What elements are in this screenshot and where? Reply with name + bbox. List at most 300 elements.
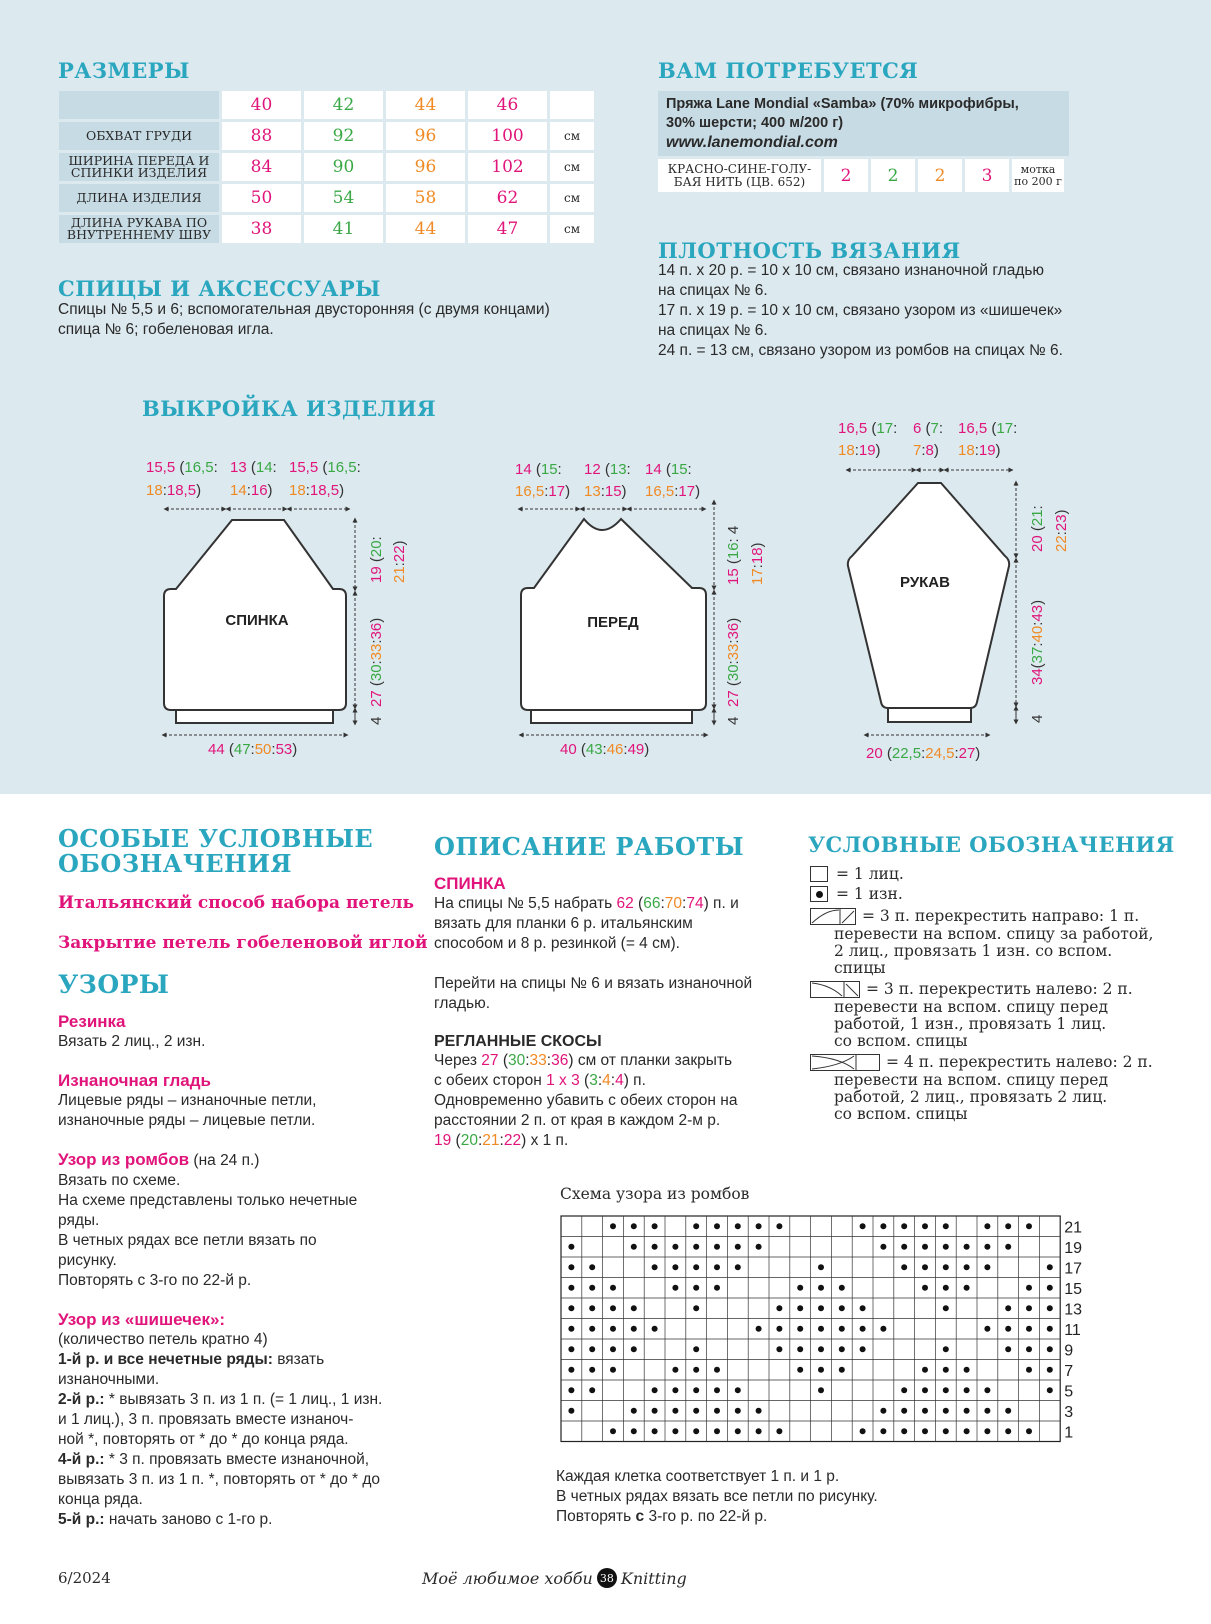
svg-text:15,5 (16,5:: 15,5 (16,5: xyxy=(289,459,361,476)
diamond-text: На схеме представлены только нечетные xyxy=(58,1192,358,1209)
purl-dot xyxy=(964,1408,970,1414)
purl-dot xyxy=(672,1387,678,1393)
purl-dot xyxy=(610,1367,616,1373)
purl-dot xyxy=(693,1387,699,1393)
purl-dot xyxy=(756,1326,762,1332)
purl-dot xyxy=(610,1346,616,1352)
purl-dot xyxy=(568,1244,574,1250)
row-text: ной *, повторять от * до * до конца ряда. xyxy=(58,1431,349,1448)
purl-dot xyxy=(943,1305,949,1311)
purl-dot xyxy=(797,1326,803,1332)
patterns-body xyxy=(58,1012,403,1530)
special-title: ОСОБЫЕ УСЛОВНЫЕ ОБОЗНАЧЕНИЯ xyxy=(58,824,374,878)
size-value: 33 xyxy=(529,1052,547,1069)
purl-dot xyxy=(652,1264,658,1270)
color-row xyxy=(658,159,1069,192)
purl-dot xyxy=(984,1408,990,1414)
size-value: 74 xyxy=(686,895,704,912)
front-label: ПЕРЕД xyxy=(587,614,639,631)
svg-text:15 (16: 4: 15 (16: 4 xyxy=(725,525,742,585)
purl-dot xyxy=(652,1326,658,1332)
text: Перейти на спицы № 6 и вязать изнаночной xyxy=(434,975,753,992)
purl-dot xyxy=(818,1367,824,1373)
purl-dot xyxy=(984,1428,990,1434)
svg-text:15,5 (16,5:: 15,5 (16,5: xyxy=(146,459,218,476)
text: расстоянии 2 п. от края в каждом 2-м р. xyxy=(434,1112,721,1129)
svg-text:40 (43:46:49): 40 (43:46:49) xyxy=(560,741,650,758)
purl-dot xyxy=(1047,1264,1053,1270)
svg-text:21:22): 21:22) xyxy=(391,540,408,583)
purl-dot xyxy=(943,1408,949,1414)
purl-dot xyxy=(652,1223,658,1229)
row-label: 5-й р.: xyxy=(58,1511,105,1528)
purl-dot xyxy=(589,1346,595,1352)
legend-text: перевести на вспом. спицу перед xyxy=(834,998,1108,1016)
gauge-line: 24 п. = 13 см, связано узором из ромбов на спицах № 6. xyxy=(658,342,1063,359)
unit: см xyxy=(550,184,594,212)
svg-text:34(37:40:43): 34(37:40:43) xyxy=(1029,599,1046,685)
purl-dot xyxy=(984,1223,990,1229)
purl-dot xyxy=(714,1428,720,1434)
purl-dot xyxy=(797,1346,803,1352)
special-item: Закрытие петель гобеленовой иглой xyxy=(58,933,428,953)
purl-dot xyxy=(693,1244,699,1250)
page-number: 38 xyxy=(597,1568,617,1588)
purl-dot xyxy=(631,1305,637,1311)
purl-dot xyxy=(1047,1346,1053,1352)
qty: 2 xyxy=(871,159,915,192)
svg-text:13 (14:: 13 (14: xyxy=(230,459,277,476)
schematic-title: ВЫКРОЙКА ИЗДЕЛИЯ xyxy=(142,396,437,421)
purl-dot xyxy=(631,1346,637,1352)
purl-dot xyxy=(943,1367,949,1373)
gauge-line: 17 п. х 19 р. = 10 х 10 см, связано узором из «шишечек» xyxy=(658,302,1063,319)
back-title: СПИНКА xyxy=(434,874,506,893)
text: п. и xyxy=(708,895,739,912)
purl-dot xyxy=(901,1223,907,1229)
chart-note: с xyxy=(635,1508,645,1525)
sizes-title: РАЗМЕРЫ xyxy=(58,58,190,83)
purl-dot xyxy=(1047,1326,1053,1332)
svg-text:18:19): 18:19) xyxy=(838,442,881,459)
cell: 50 xyxy=(222,184,301,212)
front-piece xyxy=(515,461,766,758)
svg-text:16,5:17): 16,5:17) xyxy=(515,483,571,500)
svg-text:14 (15:: 14 (15: xyxy=(515,461,562,478)
purl-dot xyxy=(776,1428,782,1434)
row-text: конца ряда. xyxy=(58,1491,143,1508)
svg-text:17:18): 17:18) xyxy=(749,542,766,585)
purl-dot xyxy=(714,1387,720,1393)
purl-dot xyxy=(756,1244,762,1250)
cell: 54 xyxy=(304,184,383,212)
size-value: 1 х 3 xyxy=(546,1072,580,1089)
row-label: ОБХВАТ ГРУДИ xyxy=(59,122,219,150)
purl-dot xyxy=(568,1285,574,1291)
magazine-name: Моё любимое хобби xyxy=(422,1568,593,1588)
purl-dot xyxy=(589,1387,595,1393)
legend-text: спицы xyxy=(834,959,886,977)
purl-dot xyxy=(901,1428,907,1434)
diamond-title: Узор из ромбов xyxy=(58,1150,190,1169)
purl-dot xyxy=(693,1264,699,1270)
purl-dot xyxy=(943,1346,949,1352)
size-value: 70 xyxy=(664,895,683,912)
svg-text:14 (15:: 14 (15: xyxy=(645,461,692,478)
purl-dot xyxy=(901,1408,907,1414)
row-number: 3 xyxy=(1064,1403,1074,1421)
qty: 2 xyxy=(918,159,962,192)
purl-dot xyxy=(964,1387,970,1393)
diamond-text: В четных рядах все петли вязать по xyxy=(58,1232,317,1249)
purl-dot xyxy=(672,1285,678,1291)
gauge-line: 14 п. х 20 р. = 10 х 10 см, связано изнаночной гладью xyxy=(658,262,1045,279)
size-value: 66 xyxy=(643,895,661,912)
rev-text: изнаночные ряды – лицевые петли. xyxy=(58,1112,316,1129)
purl-dot xyxy=(714,1367,720,1373)
purl-dot xyxy=(776,1326,782,1332)
purl-dot xyxy=(610,1428,616,1434)
size-value: 30 xyxy=(507,1052,526,1069)
purl-dot xyxy=(880,1326,886,1332)
purl-dot xyxy=(568,1305,574,1311)
svg-text:16,5 (17:: 16,5 (17: xyxy=(958,420,1018,437)
legend-text: = 3 п. перекрестить налево: 2 п. xyxy=(866,980,1133,998)
purl-dot xyxy=(610,1223,616,1229)
text: вязать для планки 6 р. итальянским xyxy=(434,915,693,932)
chart-note: В четных рядах вязать все петли по рисунку. xyxy=(556,1488,878,1505)
cell: 62 xyxy=(468,184,547,212)
svg-text:4: 4 xyxy=(1029,714,1046,723)
svg-text:14:16): 14:16) xyxy=(230,482,273,499)
yarn-line: 30% шерсти; 400 м/200 г) xyxy=(666,115,844,131)
gauge-line: на спицах № 6. xyxy=(658,282,768,299)
size-value: 4 xyxy=(602,1072,611,1089)
purl-dot xyxy=(589,1264,595,1270)
svg-text:19 (20:: 19 (20: xyxy=(368,536,385,583)
sizes-table xyxy=(56,88,597,246)
purl-dot xyxy=(922,1244,928,1250)
svg-text:22:23): 22:23) xyxy=(1053,509,1070,552)
cell: 88 xyxy=(222,122,301,150)
svg-text:12 (13:: 12 (13: xyxy=(584,461,631,478)
svg-text:27 (30:33:36): 27 (30:33:36) xyxy=(368,617,385,707)
purl-dot xyxy=(901,1244,907,1250)
purl-dot xyxy=(776,1346,782,1352)
purl-dot xyxy=(589,1367,595,1373)
sleeve-label: РУКАВ xyxy=(900,574,950,591)
purl-dot xyxy=(922,1264,928,1270)
purl-dot xyxy=(1026,1223,1032,1229)
cell: 44 xyxy=(386,215,465,243)
size-header: 44 xyxy=(386,91,465,119)
row-label: 2-й р.: xyxy=(58,1391,105,1408)
purl-dot xyxy=(1005,1408,1011,1414)
legend-text: перевести на вспом. спицу за работой, xyxy=(834,925,1154,943)
size-value: 22 xyxy=(503,1132,522,1149)
section-name: Knitting xyxy=(620,1568,687,1588)
purl-dot xyxy=(714,1264,720,1270)
size-value: 21 xyxy=(482,1132,500,1149)
purl-dot xyxy=(797,1367,803,1373)
cell: 47 xyxy=(468,215,547,243)
purl-dot xyxy=(797,1285,803,1291)
purl-dot xyxy=(693,1367,699,1373)
raglan-title: РЕГЛАННЫЕ СКОСЫ xyxy=(434,1033,602,1050)
text: х 1 п. xyxy=(526,1132,569,1149)
purl-dot xyxy=(922,1387,928,1393)
purl-dot xyxy=(652,1244,658,1250)
purl-dot xyxy=(1026,1326,1032,1332)
purl-dot xyxy=(568,1367,574,1373)
diamond-text: рисунку. xyxy=(58,1252,117,1269)
gauge-line: на спицах № 6. xyxy=(658,322,768,339)
purl-dot xyxy=(610,1305,616,1311)
yarn-info xyxy=(658,91,1069,156)
row-text: * вывязать 3 п. из 1 п. (= 1 лиц., 1 изн. xyxy=(104,1391,383,1408)
needles-text: Спицы № 5,5 и 6; вспомогательная двусторонняя (с двумя концами) спица № 6; гобеленовая игла. xyxy=(58,301,550,338)
row-number: 7 xyxy=(1064,1362,1074,1380)
row-text: вывязать 3 п. из 1 п. *, повторять от * до * до xyxy=(58,1471,381,1488)
purl-dot xyxy=(1005,1346,1011,1352)
row-number: 11 xyxy=(1064,1321,1081,1339)
size-value: 19 xyxy=(434,1132,452,1149)
purl-dot xyxy=(943,1223,949,1229)
text: способом и 8 р. резинкой (= 4 см). xyxy=(434,935,680,952)
size-value: 4 xyxy=(615,1072,624,1089)
cell: 100 xyxy=(468,122,547,150)
purl-dot xyxy=(672,1408,678,1414)
purl-dot xyxy=(943,1428,949,1434)
purl-dot xyxy=(693,1305,699,1311)
purl-dot xyxy=(1005,1244,1011,1250)
purl-dot xyxy=(735,1428,741,1434)
purl-dot xyxy=(818,1285,824,1291)
work-body: СПИНКА На спицы № 5,5 набрать 62 (66:70:74) п. и вязать для планки 6 р. итальянским способом и 8 р. резинкой (= 4 см). Перейти на спицы № 6 и вязать изнаночной гладью. РЕГЛАННЫЕ СКОСЫ Через 27 (30:33:36) см от планки закрыть с обеих сторон 1 х 3 (3:4:4) п. Одновременно убавить с обеих сторон на расстоянии 2 п. от края в каждом 2-м р. 19 (20:21:22) х 1 п. xyxy=(434,874,794,1151)
svg-text:16,5:17): 16,5:17) xyxy=(645,483,701,500)
purl-dot xyxy=(1005,1326,1011,1332)
rev-text: Лицевые ряды – изнаночные петли, xyxy=(58,1092,317,1109)
purl-dot xyxy=(714,1244,720,1250)
purl-dot xyxy=(735,1223,741,1229)
cell: 90 xyxy=(304,153,383,181)
row-text: и 1 лиц.), 3 п. провязать вместе изнаноч- xyxy=(58,1411,354,1428)
purl-dot xyxy=(880,1223,886,1229)
back-label: СПИНКА xyxy=(225,612,289,629)
purl-dot xyxy=(922,1408,928,1414)
purl-dot xyxy=(901,1264,907,1270)
row-text: начать заново с 1-го р. xyxy=(104,1511,273,1528)
purl-dot xyxy=(797,1305,803,1311)
unit: см xyxy=(550,122,594,150)
row-number: 21 xyxy=(1064,1219,1082,1237)
size-value: 62 xyxy=(616,895,634,912)
row-label: ДЛИНА РУКАВА ПО ВНУТРЕННЕМУ ШВУ xyxy=(59,215,219,243)
row-number: 1 xyxy=(1064,1424,1074,1442)
size-value: 20 xyxy=(460,1132,478,1149)
row-text: * 3 п. провязать вместе изнаночной, xyxy=(104,1451,370,1468)
purl-dot xyxy=(672,1244,678,1250)
svg-text:13:15): 13:15) xyxy=(584,483,627,500)
purl-dot xyxy=(984,1387,990,1393)
text: Через xyxy=(434,1052,482,1069)
row-label: ШИРИНА ПЕРЕДА И СПИНКИ ИЗДЕЛИЯ xyxy=(59,153,219,181)
purl-dot xyxy=(631,1244,637,1250)
svg-text:20 (21:: 20 (21: xyxy=(1029,505,1046,552)
special-item: Итальянский способ набора петель xyxy=(58,893,415,913)
purl-dot xyxy=(860,1326,866,1332)
knit-icon xyxy=(810,866,828,882)
purl-dot xyxy=(693,1428,699,1434)
purl-dot xyxy=(631,1408,637,1414)
needles-title: СПИЦЫ И АКСЕССУАРЫ xyxy=(58,276,381,301)
purl-dot xyxy=(1026,1305,1032,1311)
purl-dot xyxy=(693,1408,699,1414)
qty: 3 xyxy=(965,159,1009,192)
svg-text:27 (30:33:36): 27 (30:33:36) xyxy=(725,617,742,707)
qty-unit: мотка по 200 г xyxy=(1012,159,1064,192)
diamond-text: Вязать по схеме. xyxy=(58,1172,181,1189)
chart-note: 3-го р. по 22-й р. xyxy=(644,1508,768,1525)
text: с обеих сторон xyxy=(434,1072,547,1089)
purl-dot xyxy=(964,1285,970,1291)
text: п. xyxy=(628,1072,646,1089)
purl-dot xyxy=(672,1367,678,1373)
legend-text: со вспом. спицы xyxy=(834,1105,968,1123)
purl-dot xyxy=(610,1285,616,1291)
row-label: 4-й р.: xyxy=(58,1451,105,1468)
row-label: ДЛИНА ИЗДЕЛИЯ xyxy=(59,184,219,212)
gauge-title: ПЛОТНОСТЬ ВЯЗАНИЯ xyxy=(658,238,961,263)
svg-text:18:18,5): 18:18,5) xyxy=(289,482,345,499)
chart-grid xyxy=(560,1215,1090,1450)
size-value: 27 xyxy=(481,1052,499,1069)
legend-text: = 4 п. перекрестить налево: 2 п. xyxy=(886,1053,1153,1071)
purl-dot xyxy=(652,1428,658,1434)
purl-dot xyxy=(839,1305,845,1311)
svg-text:7:8): 7:8) xyxy=(913,442,939,459)
bobble-note: (количество петель кратно 4) xyxy=(58,1331,268,1348)
purl-dot xyxy=(964,1244,970,1250)
legend-text: = 1 лиц. xyxy=(836,864,904,883)
purl-dot xyxy=(568,1326,574,1332)
gauge-text xyxy=(658,261,1158,361)
purl-dot xyxy=(652,1408,658,1414)
purl-dot xyxy=(568,1387,574,1393)
color-label: КРАСНО-СИНЕ-ГОЛУ-БАЯ НИТЬ (ЦВ. 652) xyxy=(658,159,821,192)
purl-dot xyxy=(943,1285,949,1291)
svg-text:18:19): 18:19) xyxy=(958,442,1001,459)
size-header: 40 xyxy=(222,91,301,119)
text: На спицы № 5,5 набрать xyxy=(434,895,617,912)
cell: 96 xyxy=(386,122,465,150)
purl-dot xyxy=(839,1367,845,1373)
purl-dot xyxy=(589,1285,595,1291)
diamond-text: Повторять с 3-го по 22-й р. xyxy=(58,1272,252,1289)
chart-notes xyxy=(556,1467,878,1527)
cell: 38 xyxy=(222,215,301,243)
cell: 92 xyxy=(304,122,383,150)
purl-dot xyxy=(1005,1223,1011,1229)
legend-text: = 3 п. перекрестить направо: 1 п. xyxy=(862,907,1140,925)
purl-dot xyxy=(922,1367,928,1373)
purl-dot xyxy=(839,1346,845,1352)
purl-dot xyxy=(964,1264,970,1270)
purl-dot xyxy=(860,1346,866,1352)
rib-title: Резинка xyxy=(58,1012,126,1031)
legend-text: = 1 изн. xyxy=(836,884,903,903)
cell: 102 xyxy=(468,153,547,181)
row-number: 15 xyxy=(1064,1280,1082,1298)
svg-text:44 (47:50:53): 44 (47:50:53) xyxy=(208,741,298,758)
purl-dot xyxy=(693,1346,699,1352)
cell: 41 xyxy=(304,215,383,243)
purl-dot xyxy=(631,1428,637,1434)
row-text: вязать xyxy=(272,1351,325,1368)
purl-dot xyxy=(818,1305,824,1311)
legend-title: УСЛОВНЫЕ ОБОЗНАЧЕНИЯ xyxy=(808,832,1175,857)
bobble-title: Узор из «шишечек»: xyxy=(58,1310,226,1329)
legend-text: со вспом. спицы xyxy=(834,1032,968,1050)
purl-dot xyxy=(568,1408,574,1414)
purl-dot xyxy=(1026,1285,1032,1291)
purl-icon xyxy=(810,886,828,902)
purl-dot xyxy=(693,1223,699,1229)
purl-dot xyxy=(984,1264,990,1270)
purl-dot xyxy=(1047,1305,1053,1311)
purl-dot xyxy=(964,1367,970,1373)
text: гладью. xyxy=(434,995,491,1012)
legend-body xyxy=(810,864,1180,1123)
footer-brand xyxy=(422,1568,687,1588)
purl-dot xyxy=(735,1387,741,1393)
purl-dot xyxy=(735,1244,741,1250)
size-value: 36 xyxy=(551,1052,569,1069)
cell: 96 xyxy=(386,153,465,181)
purl-dot xyxy=(901,1387,907,1393)
yarn-url: www.lanemondial.com xyxy=(666,134,838,151)
row-number: 17 xyxy=(1064,1260,1082,1278)
cross-left-3-icon xyxy=(810,981,860,999)
svg-text:4: 4 xyxy=(368,716,385,725)
purl-dot xyxy=(984,1326,990,1332)
purl-dot xyxy=(1026,1367,1032,1373)
purl-dot xyxy=(922,1428,928,1434)
purl-dot xyxy=(984,1244,990,1250)
row-number: 13 xyxy=(1064,1301,1082,1319)
purl-dot xyxy=(735,1264,741,1270)
row-number: 9 xyxy=(1064,1342,1074,1360)
unit: см xyxy=(550,153,594,181)
purl-dot xyxy=(1047,1285,1053,1291)
svg-text:16,5 (17:: 16,5 (17: xyxy=(838,420,898,437)
diamond-note: (на 24 п.) xyxy=(189,1152,260,1169)
size-value: 3 xyxy=(589,1072,598,1089)
purl-dot xyxy=(714,1223,720,1229)
yarn-line: Пряжа Lane Mondial «Samba» (70% микрофибры, xyxy=(666,96,1019,112)
purl-dot xyxy=(860,1428,866,1434)
back-piece xyxy=(146,459,408,758)
chart-note: Каждая клетка соответствует 1 п. и 1 р. xyxy=(556,1468,840,1485)
purl-dot xyxy=(818,1264,824,1270)
purl-dot xyxy=(756,1428,762,1434)
work-title: ОПИСАНИЕ РАБОТЫ xyxy=(434,832,745,861)
purl-dot xyxy=(839,1326,845,1332)
purl-dot xyxy=(860,1305,866,1311)
legend-text: 2 лиц., провязать 1 изн. со вспом. xyxy=(834,942,1113,960)
patterns-title: УЗОРЫ xyxy=(58,970,170,999)
purl-dot xyxy=(880,1428,886,1434)
